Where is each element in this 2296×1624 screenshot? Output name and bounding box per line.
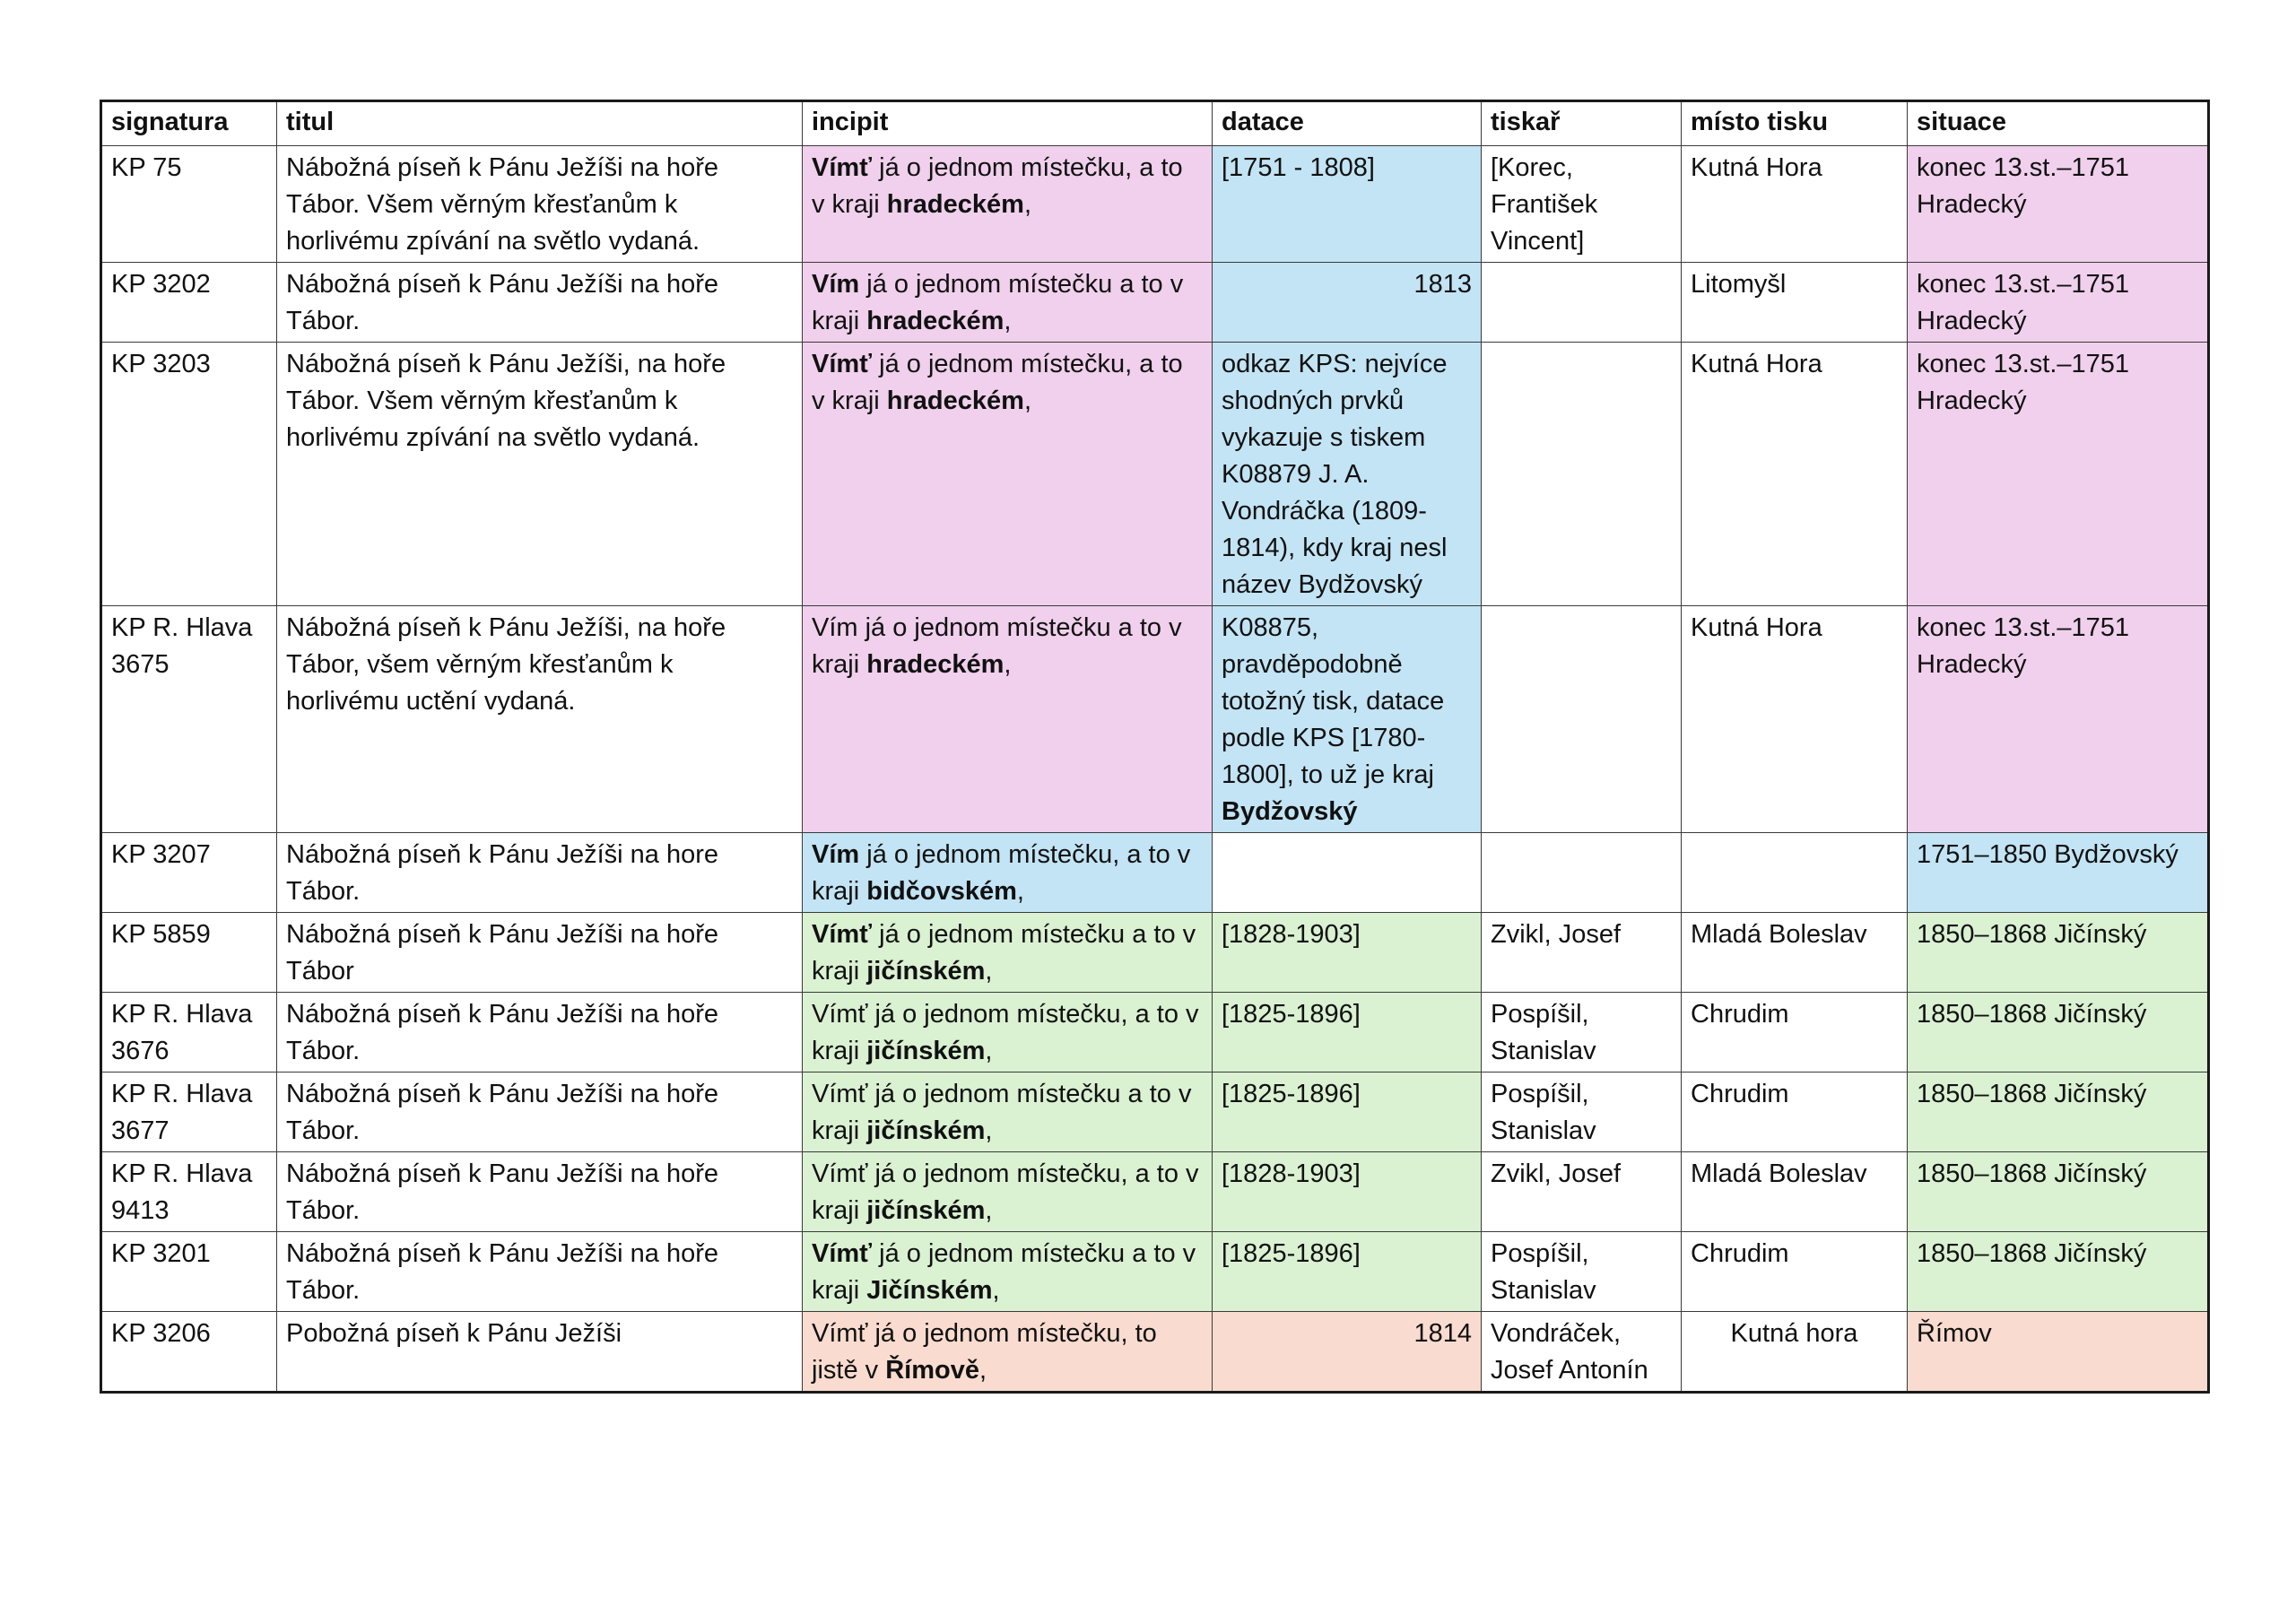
cell-datace: [1825-1896] (1213, 1232, 1482, 1312)
incipit-text: Vímť já o jednom místečku a to v kraji (812, 1080, 1192, 1145)
incipit-end: , (985, 1116, 993, 1145)
table-row (101, 913, 2209, 993)
table-row (101, 146, 2209, 263)
cell-incipit (803, 1152, 1213, 1232)
incipit-bold-start: Vímť (812, 920, 873, 949)
cell-datace: [1828-1903] (1213, 1152, 1482, 1232)
col-header-signatura: signatura (101, 101, 277, 146)
table-row (101, 833, 2209, 913)
cell-misto-tisku: Chrudim (1682, 993, 1908, 1073)
cell-situace: Římov (1908, 1312, 2209, 1393)
cell-tiskar: [Korec, František Vincent] (1482, 146, 1682, 263)
document-page (100, 100, 2207, 1394)
cell-tiskar: Pospíšil, Stanislav (1482, 1073, 1682, 1152)
cell-situace: 1850–1868 Jičínský (1908, 913, 2209, 993)
datace-region: Bydžovský (1222, 797, 1358, 826)
table-row (101, 343, 2209, 606)
cell-titul: Nábožná píseň k Pánu Ježíši na hoře Tábor. Všem věrným křesťanům k horlivému zpívání na světlo vydaná. (277, 146, 803, 263)
incipit-end: , (978, 1356, 987, 1385)
incipit-region: bidčovském (866, 877, 1017, 906)
incipit-text: já o jednom místečku a to v kraji (812, 270, 1184, 335)
cell-tiskar: Vondráček, Josef Antonín (1482, 1312, 1682, 1393)
incipit-text: Vím já o jednom místečku a to v kraji (812, 613, 1182, 679)
incipit-region: Jičínském (866, 1276, 993, 1305)
incipit-region: jičínském (866, 1116, 986, 1145)
cell-incipit (803, 343, 1213, 606)
incipit-end: , (992, 1276, 1000, 1305)
col-header-situace: situace (1908, 101, 2209, 146)
incipit-text: já o jednom místečku, a to v kraji (812, 840, 1191, 906)
cell-signatura: KP 3206 (101, 1312, 277, 1393)
cell-titul: Pobožná píseň k Pánu Ježíši (277, 1312, 803, 1393)
cell-titul: Nábožná píseň k Pánu Ježíši na hoře Tábor. (277, 1232, 803, 1312)
table-row (101, 993, 2209, 1073)
cell-incipit (803, 263, 1213, 343)
cell-titul: Nábožná píseň k Panu Ježíši na hoře Tábor. (277, 1152, 803, 1232)
col-header-datace: datace (1213, 101, 1482, 146)
incipit-region: hradeckém (866, 650, 1004, 679)
incipit-end: , (1023, 386, 1032, 415)
cell-situace: 1850–1868 Jičínský (1908, 1232, 2209, 1312)
cell-signatura: KP R. Hlava 3677 (101, 1073, 277, 1152)
table-row (101, 1232, 2209, 1312)
cell-incipit (803, 833, 1213, 913)
incipit-region: jičínském (866, 1196, 986, 1225)
cell-titul: Nábožná píseň k Pánu Ježíši na hore Tábor. (277, 833, 803, 913)
cell-situace: 1850–1868 Jičínský (1908, 993, 2209, 1073)
cell-misto-tisku: Chrudim (1682, 1232, 1908, 1312)
cell-tiskar: Zvikl, Josef (1482, 1152, 1682, 1232)
cell-signatura: KP 3202 (101, 263, 277, 343)
incipit-region: hradeckém (886, 386, 1024, 415)
cell-situace: 1850–1868 Jičínský (1908, 1152, 2209, 1232)
incipit-text: já o jednom místečku a to v kraji (812, 1239, 1196, 1305)
cell-signatura: KP 5859 (101, 913, 277, 993)
cell-titul: Nábožná píseň k Pánu Ježíši na hoře Tábor. (277, 993, 803, 1073)
incipit-bold-start: Vím (812, 840, 860, 869)
cell-situace: konec 13.st.–1751 Hradecký (1908, 146, 2209, 263)
cell-titul: Nábožná píseň k Pánu Ježíši, na hoře Tábor. Všem věrným křesťanům k horlivému zpívání na světlo vydaná. (277, 343, 803, 606)
incipit-end: , (1004, 650, 1012, 679)
cell-titul: Nábožná píseň k Pánu Ježíši na hoře Tábor. (277, 1073, 803, 1152)
cell-misto-tisku: Mladá Boleslav (1682, 913, 1908, 993)
cell-signatura: KP 3203 (101, 343, 277, 606)
incipit-region: Římově (885, 1356, 979, 1385)
cell-tiskar (1482, 606, 1682, 833)
table-row (101, 1312, 2209, 1393)
cell-misto-tisku: Litomyšl (1682, 263, 1908, 343)
incipit-text: já o jednom místečku, a to v kraji (812, 350, 1183, 415)
incipit-region: jičínském (866, 1037, 986, 1065)
cell-datace: [1825-1896] (1213, 1073, 1482, 1152)
cell-misto-tisku: Kutná hora (1682, 1312, 1908, 1393)
col-header-titul: titul (277, 101, 803, 146)
cell-misto-tisku (1682, 833, 1908, 913)
cell-misto-tisku: Mladá Boleslav (1682, 1152, 1908, 1232)
incipit-text: já o jednom místečku, a to v kraji (812, 153, 1183, 219)
cell-signatura: KP R. Hlava 3676 (101, 993, 277, 1073)
incipit-region: hradeckém (886, 190, 1024, 219)
cell-misto-tisku: Kutná Hora (1682, 343, 1908, 606)
cell-incipit (803, 1312, 1213, 1393)
cell-incipit (803, 1073, 1213, 1152)
table-row (101, 1152, 2209, 1232)
incipit-end: , (985, 1196, 993, 1225)
incipit-end: , (1023, 190, 1032, 219)
cell-titul: Nábožná píseň k Pánu Ježíši na hoře Tábor. (277, 263, 803, 343)
cell-incipit (803, 913, 1213, 993)
cell-datace (1213, 833, 1482, 913)
cell-datace: [1751 - 1808] (1213, 146, 1482, 263)
cell-tiskar: Zvikl, Josef (1482, 913, 1682, 993)
cell-titul: Nábožná píseň k Pánu Ježíši na hoře Tábor (277, 913, 803, 993)
incipit-text: já o jednom místečku a to v kraji (812, 920, 1196, 986)
incipit-end: , (1004, 307, 1012, 335)
incipit-bold-start: Vímť (812, 350, 873, 378)
cell-misto-tisku: Chrudim (1682, 1073, 1908, 1152)
cell-tiskar (1482, 833, 1682, 913)
cell-datace: 1813 (1213, 263, 1482, 343)
table-row (101, 1073, 2209, 1152)
cell-situace: konec 13.st.–1751 Hradecký (1908, 606, 2209, 833)
incipit-end: , (1016, 877, 1024, 906)
cell-signatura: KP 3201 (101, 1232, 277, 1312)
incipit-bold-start: Vímť (812, 1239, 873, 1268)
table-row (101, 263, 2209, 343)
cell-signatura: KP R. Hlava 9413 (101, 1152, 277, 1232)
cell-datace: odkaz KPS: nejvíce shodných prvků vykazuje s tiskem K08879 J. A. Vondráčka (1809-1814), kdy kraj nesl název Bydžovský (1213, 343, 1482, 606)
incipit-bold-start: Vím (812, 270, 860, 299)
cell-signatura: KP R. Hlava 3675 (101, 606, 277, 833)
incipit-region: hradeckém (866, 307, 1004, 335)
cell-datace: [1828-1903] (1213, 913, 1482, 993)
header-row (101, 101, 2209, 146)
cell-signatura: KP 3207 (101, 833, 277, 913)
cell-incipit (803, 606, 1213, 833)
incipit-end: , (985, 957, 993, 986)
cell-misto-tisku: Kutná Hora (1682, 146, 1908, 263)
cell-signatura: KP 75 (101, 146, 277, 263)
incipit-text: Vímť já o jednom místečku, to jistě v (812, 1319, 1157, 1385)
datace-text: K08875, pravděpodobně totožný tisk, datace podle KPS [1780-1800], to už je kraj (1222, 613, 1445, 789)
table-row (101, 606, 2209, 833)
cell-incipit (803, 1232, 1213, 1312)
col-header-incipit: incipit (803, 101, 1213, 146)
incipit-text: Vímť já o jednom místečku, a to v kraji (812, 1159, 1199, 1225)
incipit-bold-start: Vímť (812, 153, 873, 182)
cell-situace: konec 13.st.–1751 Hradecký (1908, 263, 2209, 343)
incipit-end: , (985, 1037, 993, 1065)
cell-tiskar (1482, 343, 1682, 606)
col-header-tiskar: tiskař (1482, 101, 1682, 146)
cell-titul: Nábožná píseň k Pánu Ježíši, na hoře Tábor, všem věrným křesťanům k horlivému uctění vydaná. (277, 606, 803, 833)
col-header-misto-tisku: místo tisku (1682, 101, 1908, 146)
incipit-region: jičínském (866, 957, 986, 986)
incipit-text: Vímť já o jednom místečku, a to v kraji (812, 1000, 1199, 1065)
cell-tiskar: Pospíšil, Stanislav (1482, 1232, 1682, 1312)
cell-datace: 1814 (1213, 1312, 1482, 1393)
cell-misto-tisku: Kutná Hora (1682, 606, 1908, 833)
cell-situace: 1751–1850 Bydžovský (1908, 833, 2209, 913)
cell-situace: konec 13.st.–1751 Hradecký (1908, 343, 2209, 606)
cell-situace: 1850–1868 Jičínský (1908, 1073, 2209, 1152)
cell-datace: [1825-1896] (1213, 993, 1482, 1073)
prints-table (100, 100, 2210, 1394)
cell-datace (1213, 606, 1482, 833)
cell-incipit (803, 146, 1213, 263)
cell-tiskar: Pospíšil, Stanislav (1482, 993, 1682, 1073)
cell-tiskar (1482, 263, 1682, 343)
cell-incipit (803, 993, 1213, 1073)
